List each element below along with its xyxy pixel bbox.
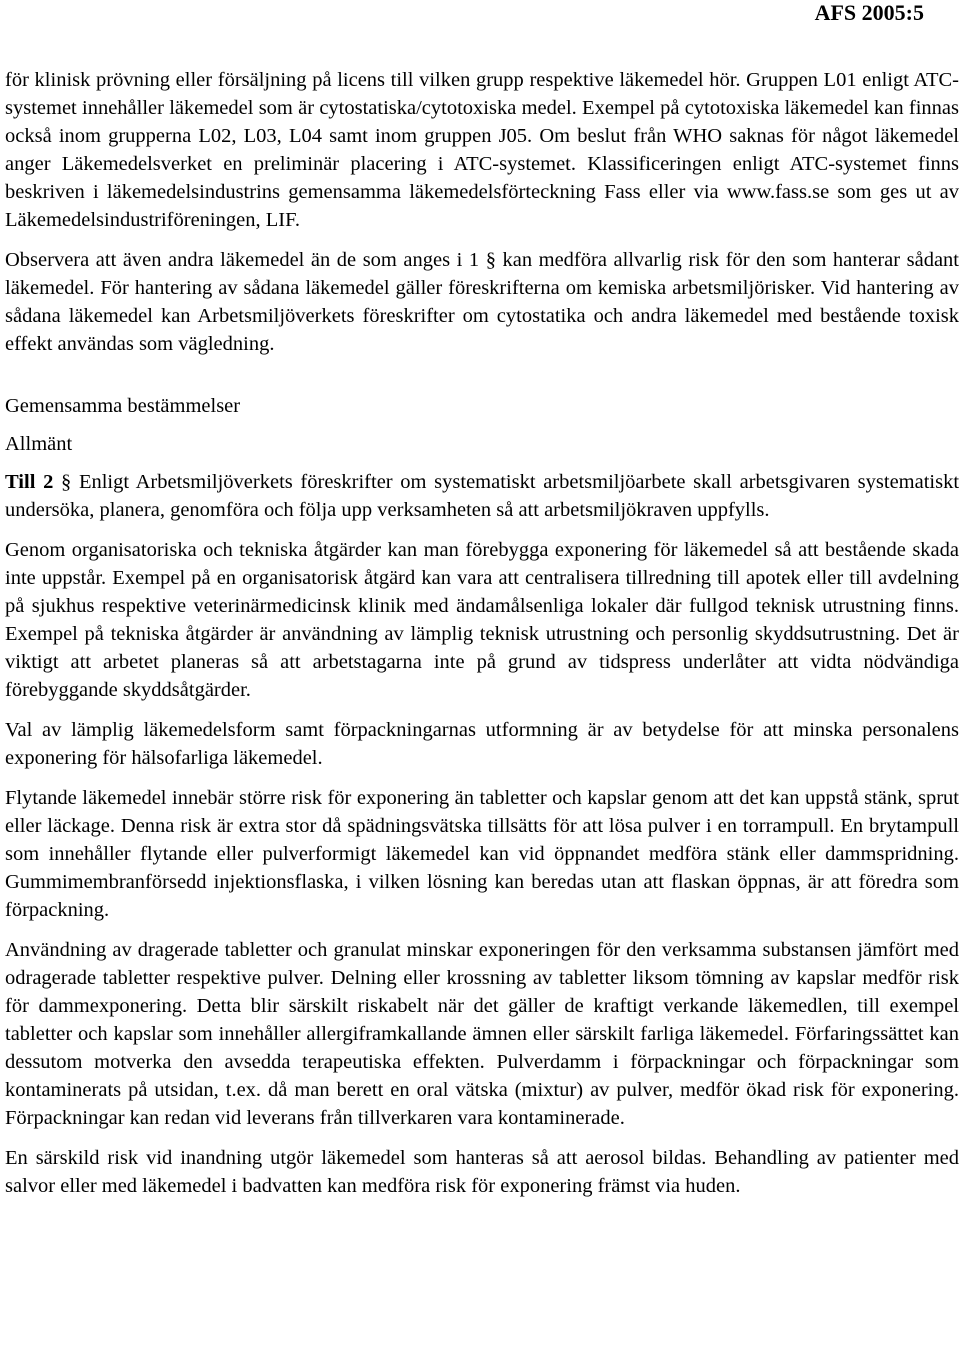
section-heading: Gemensamma bestämmelser <box>5 395 241 417</box>
till-2-label: Till 2 <box>5 471 54 493</box>
paragraph-inhalation: En särskild risk vid inandning utgör läkemedel som hanteras så att aerosol bildas. Behandling av patienter med salvor eller med läkemedel i badvatten kan medföra risk för exponering främst via huden. <box>5 1147 959 1197</box>
paragraph-observera <box>5 246 959 358</box>
paragraph-tablets: Användning av dragerade tabletter och granulat minskar exponeringen för den verksamma substansen jämfört med odragerade tabletter respektive pulver. Delning eller krossning av tabletter liksom tömning av kapslar medför risk för dammexponering. Detta blir särskilt riskabelt när det gäller de kraftigt verkande läkemedlen, till exempel tabletter och kapslar som innehåller allergiframkallande ämnen eller särskilt farliga läkemedel. Förfaringssättet kan dessutom motverka den avsedda terapeutiska effekten. Pulverdamm i förpackningar och förpackningar som kontaminerats på utsidan, t.ex. då man berett en oral vätska (mixtur) av pulver, medför ökad risk för exponering. Förpackningar kan redan vid leverans från tillverkaren vara kontaminerade. <box>5 939 959 1129</box>
paragraph-organisational-measures: Genom organisatoriska och tekniska åtgärder kan man förebygga exponering för läkemedel så att bestående skada inte uppstår. Exempel på en organisatorisk åtgärd kan vara att centralisera tillredning till apotek eller till avdelning på sjukhus respektive veterinärmedicinsk klinik med ändamålsenliga lokaler där fullgod teknisk utrustning finns. Exempel på tekniska åtgärder är användning av lämplig teknisk utrustning och personlig skyddsutrustning. Det är viktigt att arbetet planeras så att arbetstagarna inte på grund av tidspress underlåter att vidta nödvändiga förebyggande skyddsåtgärder. <box>5 539 959 701</box>
section-sign: § <box>61 471 72 493</box>
paragraph-liquid-medicines: Flytande läkemedel innebär större risk för exponering än tabletter och kapslar genom att det kan uppstå stänk, sprut eller läckage. Denna risk är extra stor då spädningsvätska tillsätts för att lösa pulver i en torrampull. En brytampull som innehåller flytande eller pulverformigt läkemedel kan vid öppnandet medföra stänk eller dammspridning. Gummimembranförsedd injektionsflaska, i vilken lösning kan beredas utan att flaskan öppnas, är att föredra som förpackning. <box>5 787 959 921</box>
paragraph-atc-classification: för klinisk prövning eller försäljning på licens till vilken grupp respektive läkemedel hör. Gruppen L01 enligt ATC-systemet innehåller läkemedel som är cytostatiska/cytotoxiska medel. Exempel på cytotoxiska läkemedel kan finnas också inom grupperna L02, L03, L04 samt inom gruppen J05. Om beslut från WHO saknas för något läkemedel anger Läkemedelsverket en preliminär placering i ATC-systemet. Klassificeringen enligt ATC-systemet finns beskriven i läkemedelsindustrins gemensamma läkemedelsförteckning Fass eller via www.fass.se som ges ut av Läkemedelsindustriföreningen, LIF. <box>5 69 959 231</box>
paragraph-till-2 <box>5 468 959 524</box>
paragraph-dosage-form: Val av lämplig läkemedelsform samt förpackningarnas utformning är av betydelse för att minska personalens exponering för hälsofarliga läkemedel. <box>5 719 959 769</box>
observera-text-before: Observera att även andra läkemedel än de som anges i 1 <box>5 249 480 271</box>
till-2-text: Enligt Arbetsmiljöverkets föreskrifter om systematiskt arbetsmiljöarbete skall arbetsgivaren systematiskt undersöka, planera, genomföra och följa upp verksamheten så att arbetsmiljökraven uppfylls. <box>5 471 960 521</box>
document-body <box>5 66 959 1212</box>
section-sign: § <box>485 249 496 271</box>
observera-text-after: kan medföra allvarlig risk för den som hanterar sådant läkemedel. För hantering av sådana läkemedel gäller föreskrifterna om kemiska arbetsmiljörisker. Vid hantering av sådana läkemedel kan Arbetsmiljöverkets föreskrifter om cytostatika och andra läkemedel med bestående toxisk effekt användas som vägledning. <box>5 249 959 355</box>
subheading: Allmänt <box>5 433 73 455</box>
document-code: AFS 2005:5 <box>814 0 924 25</box>
